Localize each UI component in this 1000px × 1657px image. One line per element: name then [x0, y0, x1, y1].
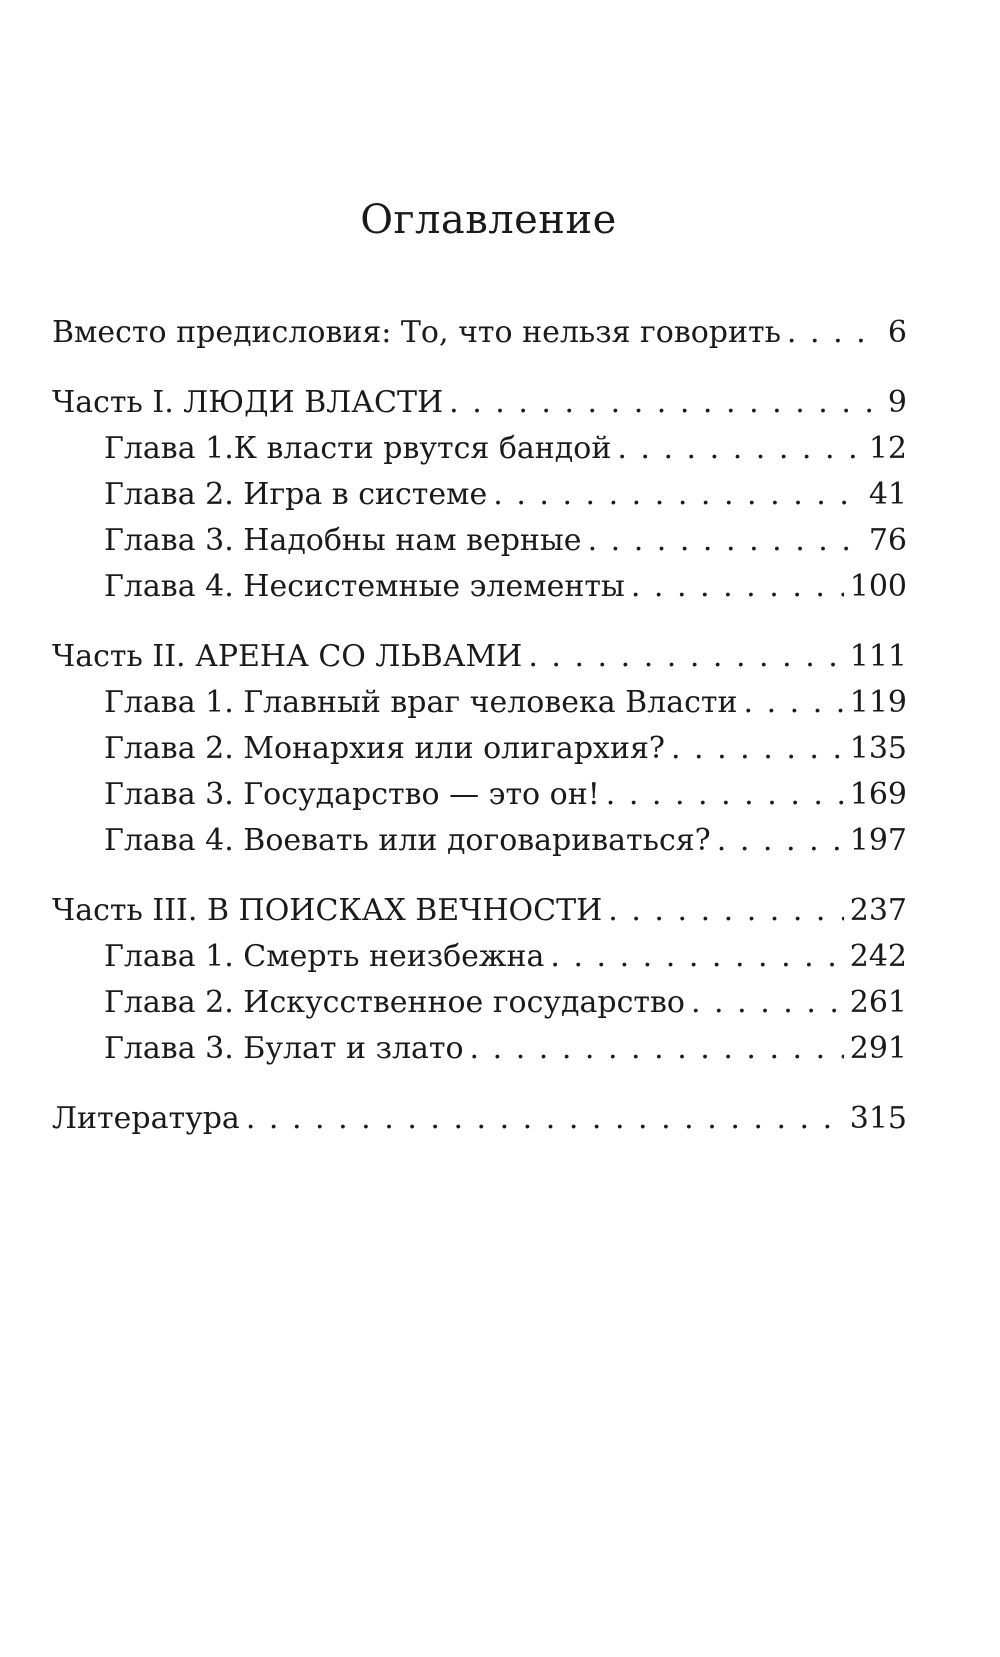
toc-page-number: 135	[849, 731, 907, 766]
leader-dots	[787, 310, 871, 356]
toc-entry-label: Вместо предисловия: То, что нельзя говорить	[52, 315, 781, 350]
toc-page-number: 119	[849, 685, 907, 720]
leader-dots	[470, 1026, 844, 1072]
toc-entry-chapter	[52, 726, 907, 772]
toc-entry-chapter	[52, 818, 907, 864]
leader-dots	[691, 980, 844, 1026]
toc-page-number: 237	[849, 893, 907, 928]
toc-entry-part-3	[52, 888, 907, 934]
toc-entry-chapter	[52, 472, 907, 518]
toc-page-number: 291	[849, 1031, 907, 1066]
leader-dots	[617, 426, 862, 472]
toc-entry-chapter	[52, 934, 907, 980]
leader-dots	[588, 518, 863, 564]
toc-page-number: 169	[849, 777, 907, 812]
toc-page-number: 197	[849, 823, 907, 858]
toc-entry-chapter	[52, 518, 907, 564]
toc-entry-literature	[52, 1096, 907, 1142]
toc-entry-label: Глава 1.К власти рвутся бандой	[104, 431, 612, 466]
leader-dots	[744, 680, 844, 726]
leader-dots	[528, 634, 843, 680]
toc-page-number: 315	[849, 1101, 907, 1136]
toc-entry-label: Глава 2. Игра в системе	[104, 477, 488, 512]
toc-entry-label: Глава 4. Воевать или договариваться?	[104, 823, 711, 858]
toc-page-number: 100	[849, 569, 907, 604]
toc-entry-chapter	[52, 772, 907, 818]
toc-entry-label: Глава 3. Булат и злато	[104, 1031, 464, 1066]
toc-entry-label: Часть I. ЛЮДИ ВЛАСТИ	[52, 385, 444, 420]
leader-dots	[493, 472, 863, 518]
toc-entry-chapter	[52, 1026, 907, 1072]
toc-entry-label: Глава 4. Несистемные элементы	[104, 569, 625, 604]
toc-page-number: 41	[868, 477, 907, 512]
toc-page-number: 261	[849, 985, 907, 1020]
toc-entry-chapter	[52, 680, 907, 726]
toc-entry-part-2	[52, 634, 907, 680]
toc-entry-label: Литература	[52, 1101, 240, 1136]
toc-page-number: 76	[868, 523, 907, 558]
toc-page-number: 9	[887, 385, 907, 420]
toc-entry-label: Глава 3. Государство — это он!	[104, 777, 600, 812]
leader-dots	[608, 888, 843, 934]
toc-entry-label: Глава 1. Смерть неизбежна	[104, 939, 545, 974]
toc-entry-label: Глава 2. Искусственное государство	[104, 985, 685, 1020]
toc-entry-chapter	[52, 564, 907, 610]
toc-page-number: 12	[868, 431, 907, 466]
table-of-contents	[52, 310, 907, 1142]
toc-entry-label: Часть III. В ПОИСКАХ ВЕЧНОСТИ	[52, 893, 603, 928]
leader-dots	[246, 1096, 844, 1142]
toc-page-number: 111	[849, 639, 907, 674]
leader-dots	[717, 818, 844, 864]
leader-dots	[671, 726, 844, 772]
toc-entry-preface	[52, 310, 907, 356]
leader-dots	[550, 934, 843, 980]
toc-entry-chapter	[52, 980, 907, 1026]
toc-entry-label: Глава 3. Надобны нам верные	[104, 523, 582, 558]
leader-dots	[606, 772, 844, 818]
toc-page-number: 242	[849, 939, 907, 974]
toc-page-number: 6	[887, 315, 907, 350]
page-title: Оглавление	[360, 197, 617, 243]
toc-entry-label: Глава 2. Монархия или олигархия?	[104, 731, 665, 766]
leader-dots	[631, 564, 844, 610]
toc-entry-chapter	[52, 426, 907, 472]
toc-entry-label: Глава 1. Главный враг человека Власти	[104, 685, 738, 720]
toc-entry-part-1	[52, 380, 907, 426]
toc-entry-label: Часть II. АРЕНА СО ЛЬВАМИ	[52, 639, 523, 674]
leader-dots	[449, 380, 871, 426]
